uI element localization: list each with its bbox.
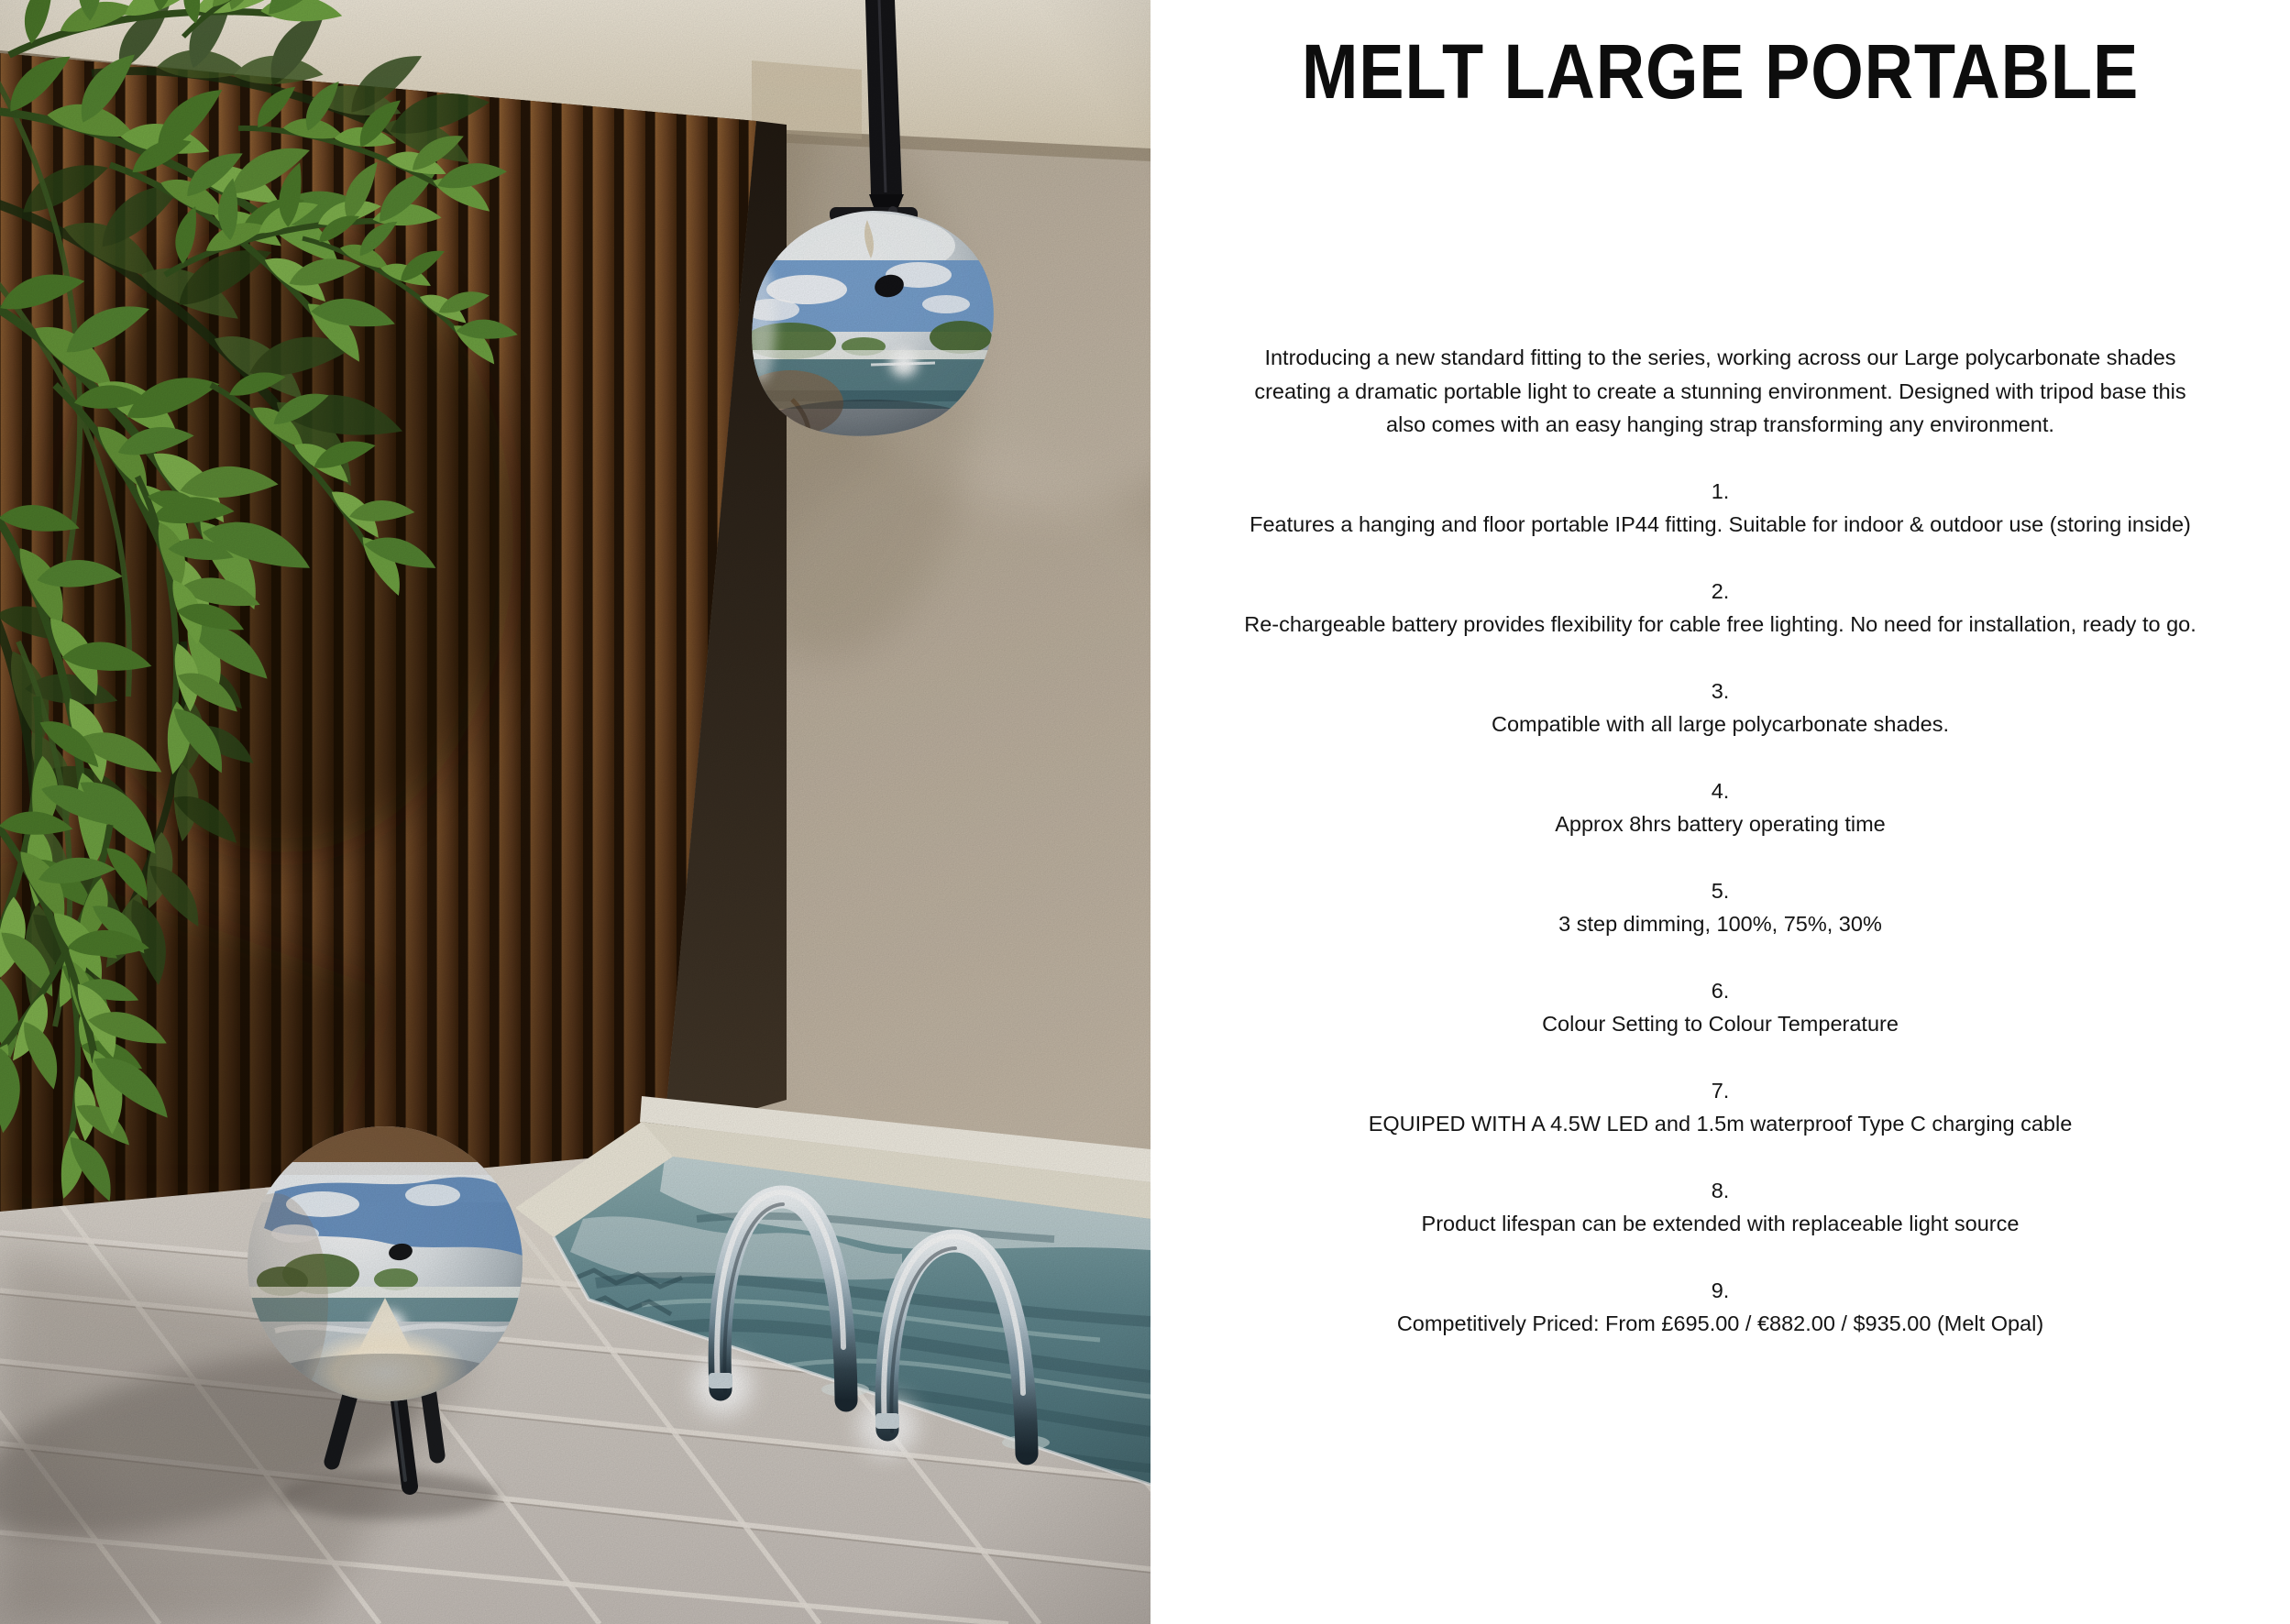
product-intro: Introducing a new standard fitting to the series, working across our Large polycarbonate shades creating a dramatic portable light to create a stunning environment. Designed with tripod base this also comes with an easy hanging strap transforming any environment. [1254,346,2186,436]
feature-text: Colour Setting to Colour Temperature [1542,1012,1899,1036]
feature-item-4 [1151,774,2290,841]
feature-item-1 [1151,475,2290,542]
feature-item-2 [1151,575,2290,642]
feature-text: Features a hanging and floor portable IP44 fitting. Suitable for indoor & outdoor use (storing inside) [1250,512,2191,536]
feature-item-5 [1151,874,2290,941]
feature-number: 9. [1711,1278,1730,1302]
feature-text: Compatible with all large polycarbonate shades. [1491,712,1949,736]
feature-number: 5. [1711,878,1730,903]
feature-text: Competitively Priced: From £695.00 / €882.00 / $935.00 (Melt Opal) [1396,1311,2044,1335]
feature-list [1151,475,2290,1341]
feature-item-7 [1151,1074,2290,1141]
feature-item-6 [1151,974,2290,1041]
feature-item-3 [1151,675,2290,741]
feature-text: EQUIPED WITH A 4.5W LED and 1.5m waterproof Type C charging cable [1368,1112,2073,1136]
feature-number: 6. [1711,978,1730,1003]
feature-text: Re-chargeable battery provides flexibility for cable free lighting. No need for installation, ready to go. [1244,612,2196,636]
feature-number: 4. [1711,778,1730,803]
feature-number: 8. [1711,1178,1730,1202]
feature-number: 7. [1711,1078,1730,1103]
feature-number: 1. [1711,478,1730,503]
feature-text: Product lifespan can be extended with replaceable light source [1421,1212,2020,1235]
feature-item-9 [1151,1274,2290,1341]
feature-number: 3. [1711,678,1730,703]
feature-text: 3 step dimming, 100%, 75%, 30% [1558,912,1882,936]
text-panel [1151,0,2290,1624]
feature-text: Approx 8hrs battery operating time [1555,812,1886,836]
product-title: MELT LARGE PORTABLE [1301,28,2140,115]
feature-number: 2. [1711,578,1730,603]
feature-item-8 [1151,1174,2290,1241]
